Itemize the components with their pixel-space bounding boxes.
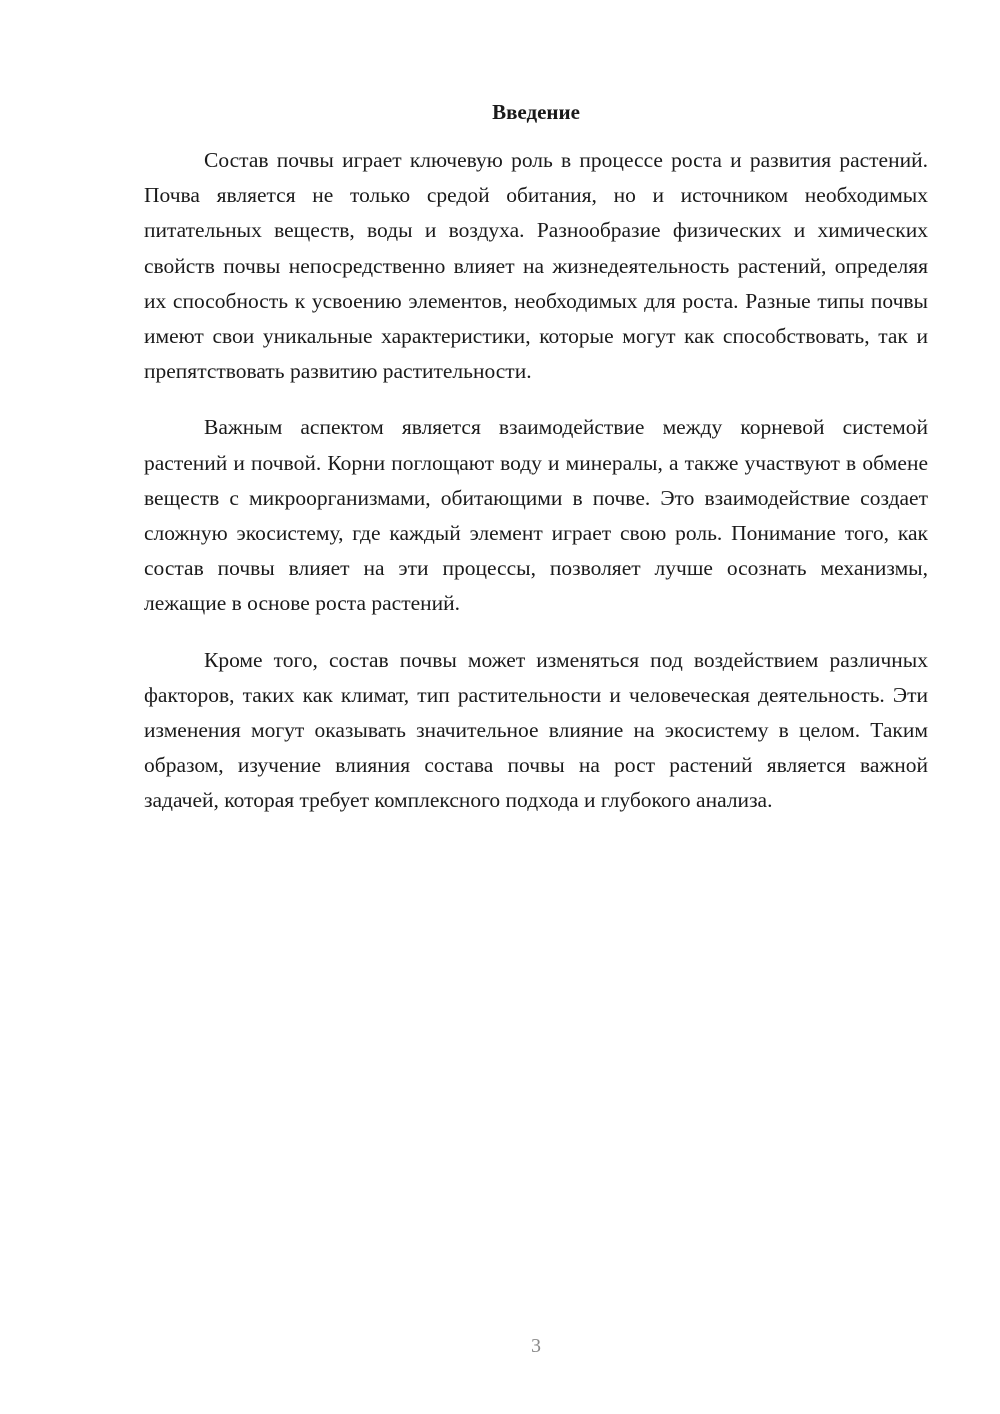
- body-text: [144, 143, 928, 840]
- paragraph-3: Кроме того, состав почвы может изменяться под воздействием различных факторов, таких как климат, тип растительности и человеческая деятельность. Эти изменения могут оказывать значительное влияние на экосистему в целом. Таким образом, изучение влияния состава почвы на рост растений является важной задачей, которая требует комплексного подхода и глубокого анализа.: [144, 647, 928, 813]
- paragraph-1: Состав почвы играет ключевую роль в процессе роста и развития растений. Почва является не только средой обитания, но и источником необходимых питательных веществ, воды и воздуха. Разнообразие физических и химических свойств почвы непосредственно влияет на жизнедеятельность растений, определяя их способность к усвоению элементов, необходимых для роста. Разные типы почвы имеют свои уникальные характеристики, которые могут как способствовать, так и препятствовать развитию растительности.: [144, 148, 928, 384]
- paragraph-2: Важным аспектом является взаимодействие между корневой системой растений и почвой. Корни поглощают воду и минералы, а также участвуют в обмене веществ с микроорганизмами, обитающими в почве. Это взаимодействие создает сложную экосистему, где каждый элемент играет свою роль. Понимание того, как состав почвы влияет на эти процессы, позволяет лучше осознать механизмы, лежащие в основе роста растений.: [144, 415, 928, 616]
- page-number: 3: [531, 1335, 541, 1357]
- section-title: Введение: [492, 100, 580, 124]
